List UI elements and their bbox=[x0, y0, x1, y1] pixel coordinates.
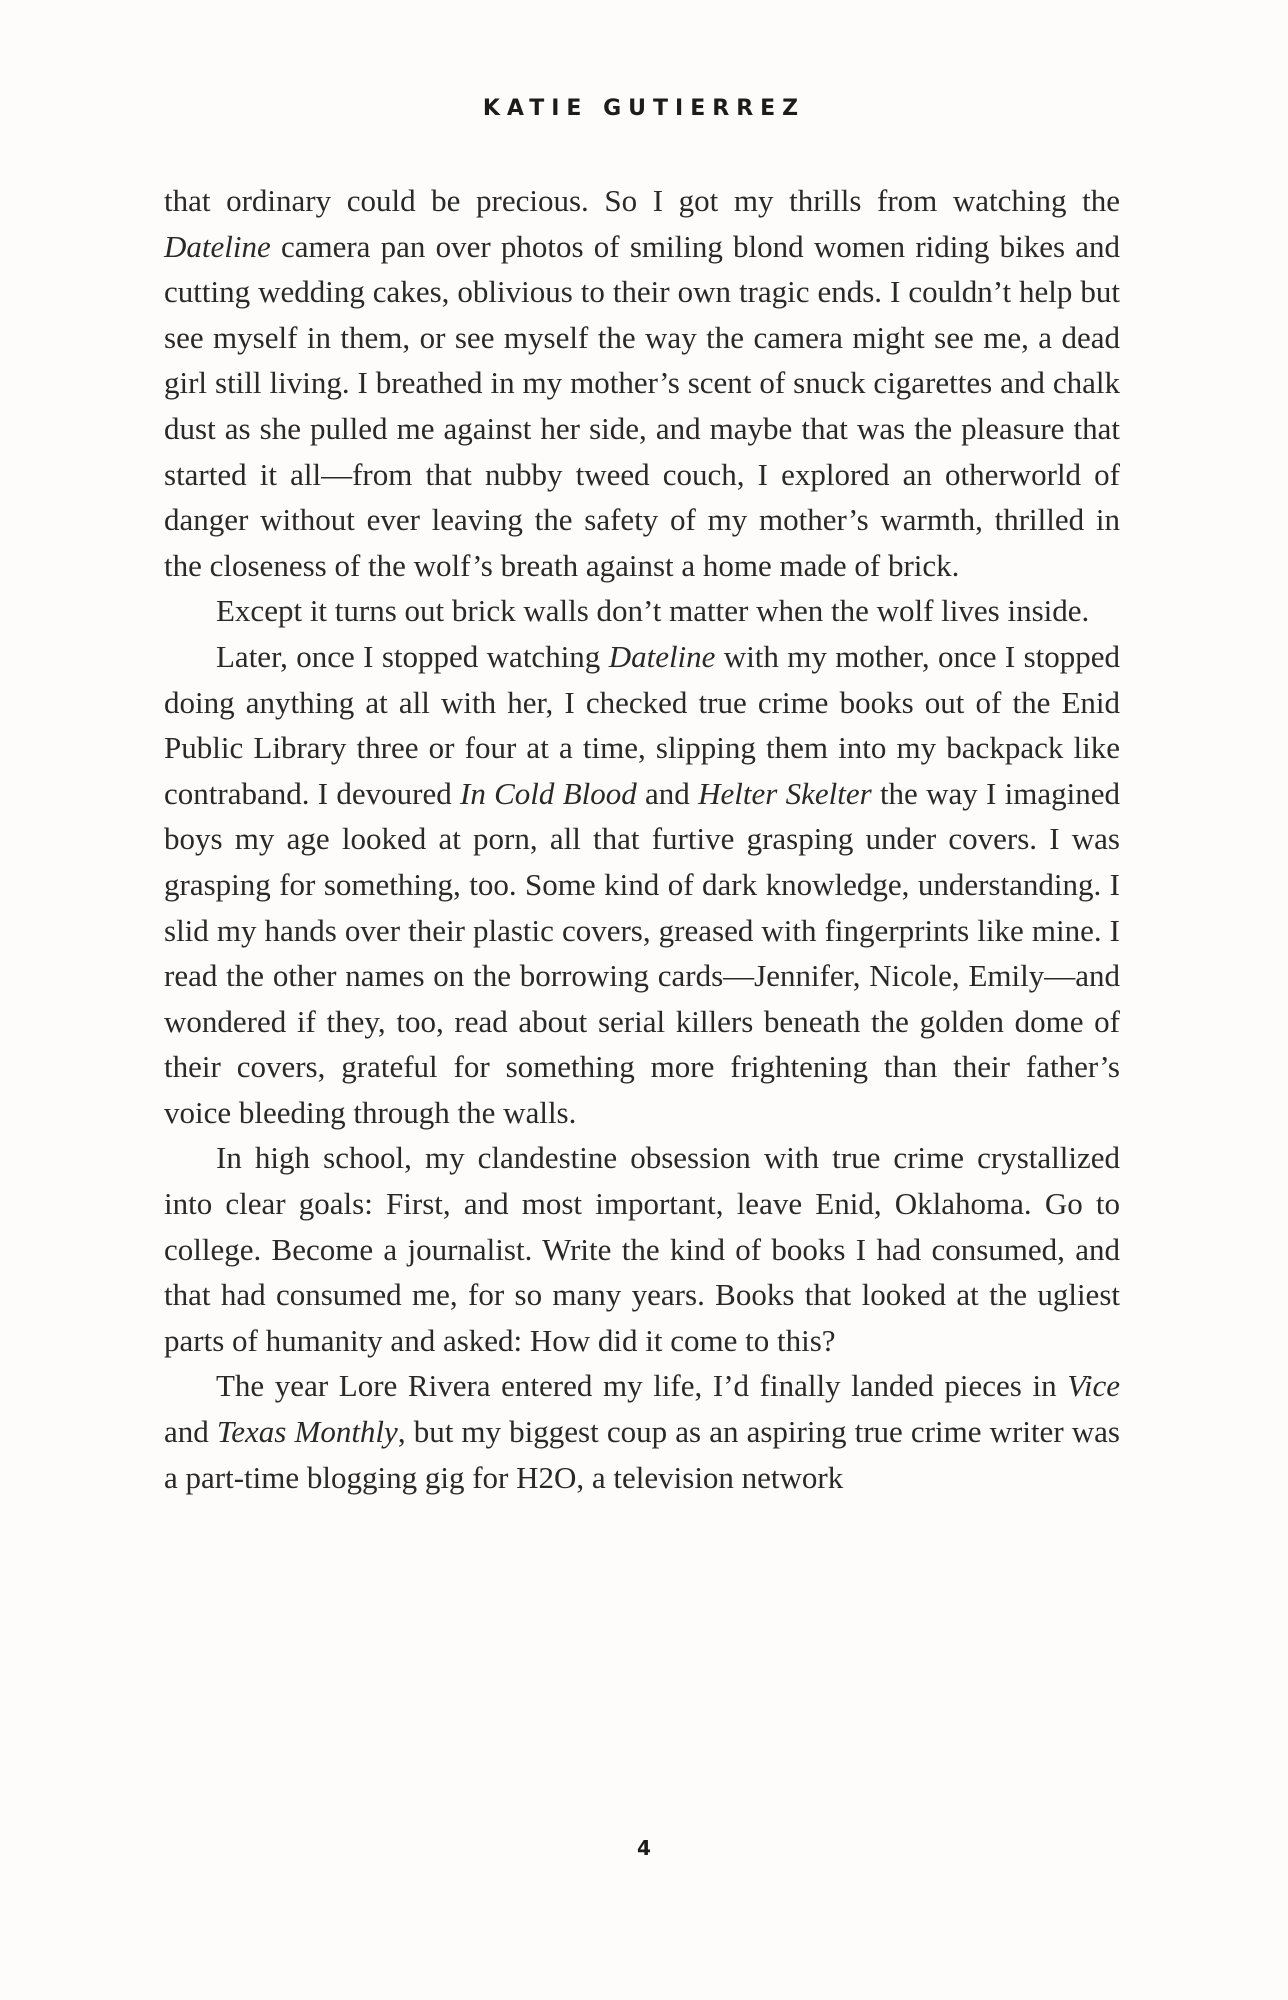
paragraph-4-text-1: In high school, my clandestine obsession with true crime crystallized into clear goals: First, and most important, leave Enid, Oklahoma. Go to college. Become a journalist. Write the kind of books I had consumed, and that had consumed me, for so many years. Books that looked at the ugliest parts of humanity and asked: How did it come to this? bbox=[164, 1140, 1120, 1358]
running-head-author: KATIE GUTIERREZ bbox=[482, 96, 806, 121]
paragraph-5-text-1: The year Lore Rivera entered my life, I’d finally landed pieces in bbox=[216, 1368, 1068, 1404]
paragraph-3-text-1: Later, once I stopped watching bbox=[216, 638, 609, 674]
page-number: 4 bbox=[637, 1836, 651, 1860]
paragraph-3-text-2: with my mother, once I stopped doing anything at all with her, I checked true crime books out of the Enid Public Library three or four at a time, slipping them into my backpack like contraband. I devoured bbox=[164, 638, 1120, 811]
paragraph-2 bbox=[164, 588, 1120, 634]
paragraph-4 bbox=[164, 1135, 1120, 1363]
paragraph-3 bbox=[164, 634, 1120, 1136]
paragraph-1-italic-dateline: Dateline bbox=[164, 228, 271, 264]
paragraph-5-text-2: and bbox=[164, 1414, 217, 1450]
paragraph-3-text-3: and bbox=[636, 775, 699, 811]
paragraph-3-italic-in-cold-blood: In Cold Blood bbox=[460, 775, 637, 811]
paragraph-5 bbox=[164, 1363, 1120, 1500]
body-text bbox=[164, 178, 1120, 1500]
paragraph-5-italic-texas-monthly: Texas Monthly bbox=[216, 1414, 398, 1450]
paragraph-1 bbox=[164, 178, 1120, 588]
paragraph-5-text-3: , but my biggest coup as an aspiring true crime writer was a part-time blogging gig for H2O, a television network bbox=[164, 1414, 1120, 1495]
paragraph-3-italic-helter-skelter: Helter Skelter bbox=[698, 775, 872, 811]
paragraph-5-italic-vice: Vice bbox=[1067, 1368, 1120, 1404]
paragraph-1-text-2: camera pan over photos of smiling blond women riding bikes and cutting wedding cakes, oblivious to their own tragic ends. I couldn’t help but see myself in them, or see myself the way the camera might see me, a dead girl still living. I breathed in my mother’s scent of snuck cigarettes and chalk dust as she pulled me against her side, and maybe that was the pleasure that started it all—from that nubby tweed couch, I explored an otherworld of danger without ever leaving the safety of my mother’s warmth, thrilled in the closeness of the wolf’s breath against a home made of brick. bbox=[164, 228, 1120, 583]
paragraph-3-text-4: the way I imagined boys my age looked at porn, all that furtive grasping under covers. I was grasping for something, too. Some kind of dark knowledge, understanding. I slid my hands over their plastic covers, greased with fingerprints like mine. I read the other names on the borrowing cards—Jennifer, Nicole, Emily—and wondered if they, too, read about serial killers beneath the golden dome of their covers, grateful for something more frightening than their father’s voice bleeding through the walls. bbox=[164, 775, 1121, 1130]
paragraph-1-text-1: that ordinary could be precious. So I got my thrills from watching the bbox=[164, 183, 1120, 218]
paragraph-3-italic-dateline: Dateline bbox=[608, 638, 716, 674]
paragraph-2-text-1: Except it turns out brick walls don’t matter when the wolf lives inside. bbox=[216, 593, 1090, 629]
